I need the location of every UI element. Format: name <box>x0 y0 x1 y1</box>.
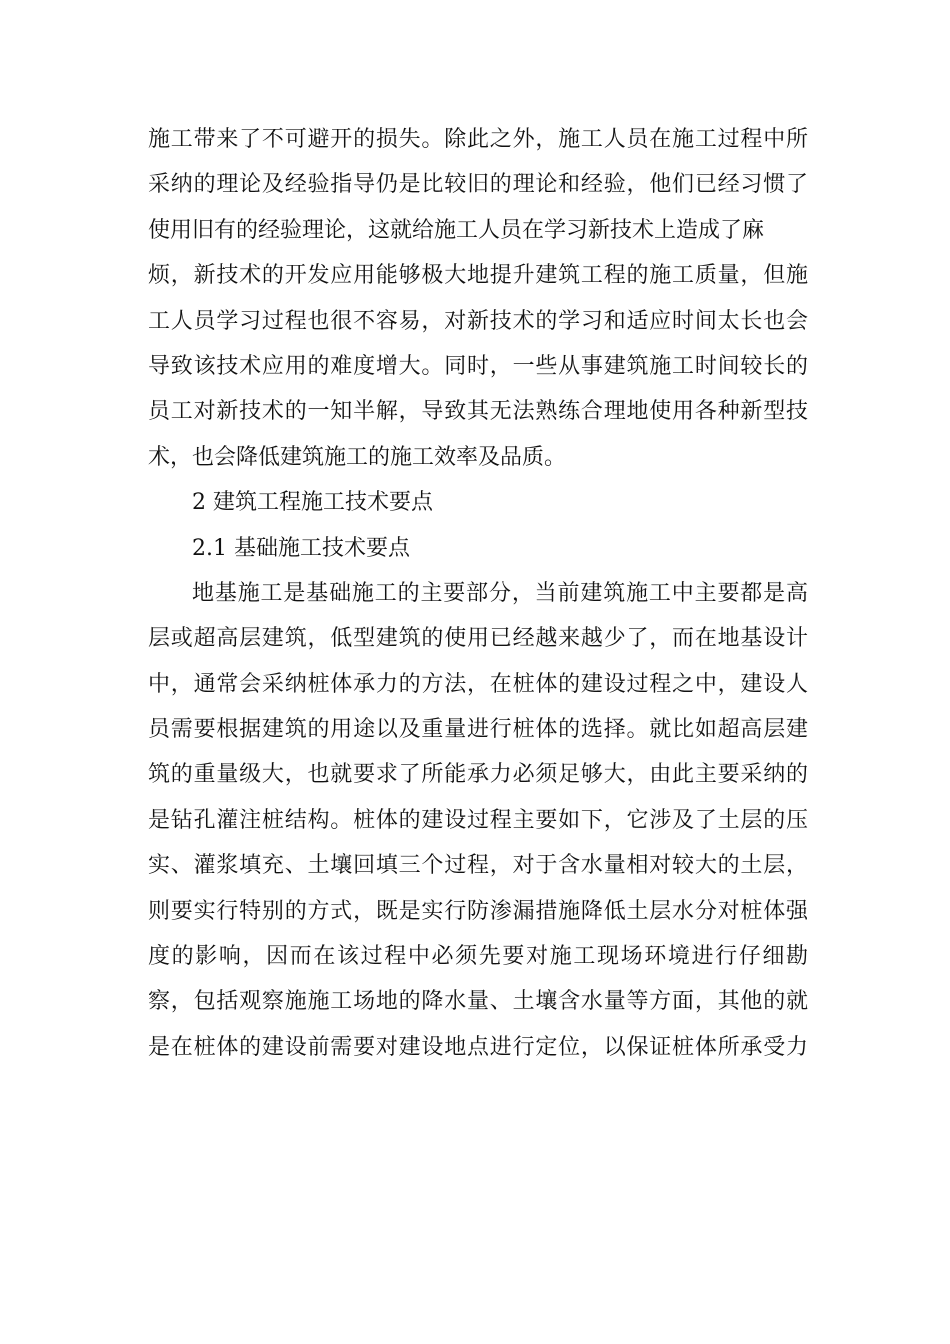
text-line: 员工对新技术的一知半解，导致其无法熟练合理地使用各种新型技 <box>148 399 808 425</box>
body-text <box>148 117 808 1070</box>
text-line: 烦，新技术的开发应用能够极大地提升建筑工程的施工质量，但施 <box>148 263 808 289</box>
text-line: 员需要根据建筑的用途以及重量进行桩体的选择。就比如超高层建 <box>148 717 808 743</box>
text-line: 察，包括观察施施工场地的降水量、土壤含水量等方面，其他的就 <box>148 989 808 1015</box>
text-line: 是钻孔灌注桩结构。桩体的建设过程主要如下，它涉及了土层的压 <box>148 807 808 833</box>
text-line: 层或超高层建筑，低型建筑的使用已经越来越少了，而在地基设计 <box>148 626 808 652</box>
text-line: 实、灌浆填充、土壤回填三个过程，对于含水量相对较大的土层， <box>148 853 808 879</box>
section-heading: 2.1 基础施工技术要点 <box>192 535 410 561</box>
text-line: 地基施工是基础施工的主要部分，当前建筑施工中主要都是高 <box>192 580 808 606</box>
text-line: 施工带来了不可避开的损失。除此之外，施工人员在施工过程中所 <box>148 127 808 152</box>
text-line: 是在桩体的建设前需要对建设地点进行定位，以保证桩体所承受力 <box>148 1034 808 1060</box>
text-line: 中，通常会采纳桩体承力的方法，在桩体的建设过程之中，建设人 <box>148 671 808 697</box>
text-line: 度的影响，因而在该过程中必须先要对施工现场环境进行仔细勘 <box>148 944 808 970</box>
text-line: 筑的重量级大，也就要求了所能承力必须足够大，由此主要采纳的 <box>148 762 808 788</box>
text-line: 使用旧有的经验理论，这就给施工人员在学习新技术上造成了麻 <box>148 217 765 243</box>
text-line: 则要实行特别的方式，既是实行防渗漏措施降低土层水分对桩体强 <box>148 898 808 924</box>
text-line: 术，也会降低建筑施工的施工效率及品质。 <box>148 444 567 470</box>
text-line: 采纳的理论及经验指导仍是比较旧的理论和经验，他们已经习惯了 <box>148 172 808 198</box>
section-heading: 2 建筑工程施工技术要点 <box>192 490 433 516</box>
text-line: 导致该技术应用的难度增大。同时，一些从事建筑施工时间较长的 <box>148 353 808 379</box>
text-line: 工人员学习过程也很不容易，对新技术的学习和适应时间太长也会 <box>148 308 808 334</box>
